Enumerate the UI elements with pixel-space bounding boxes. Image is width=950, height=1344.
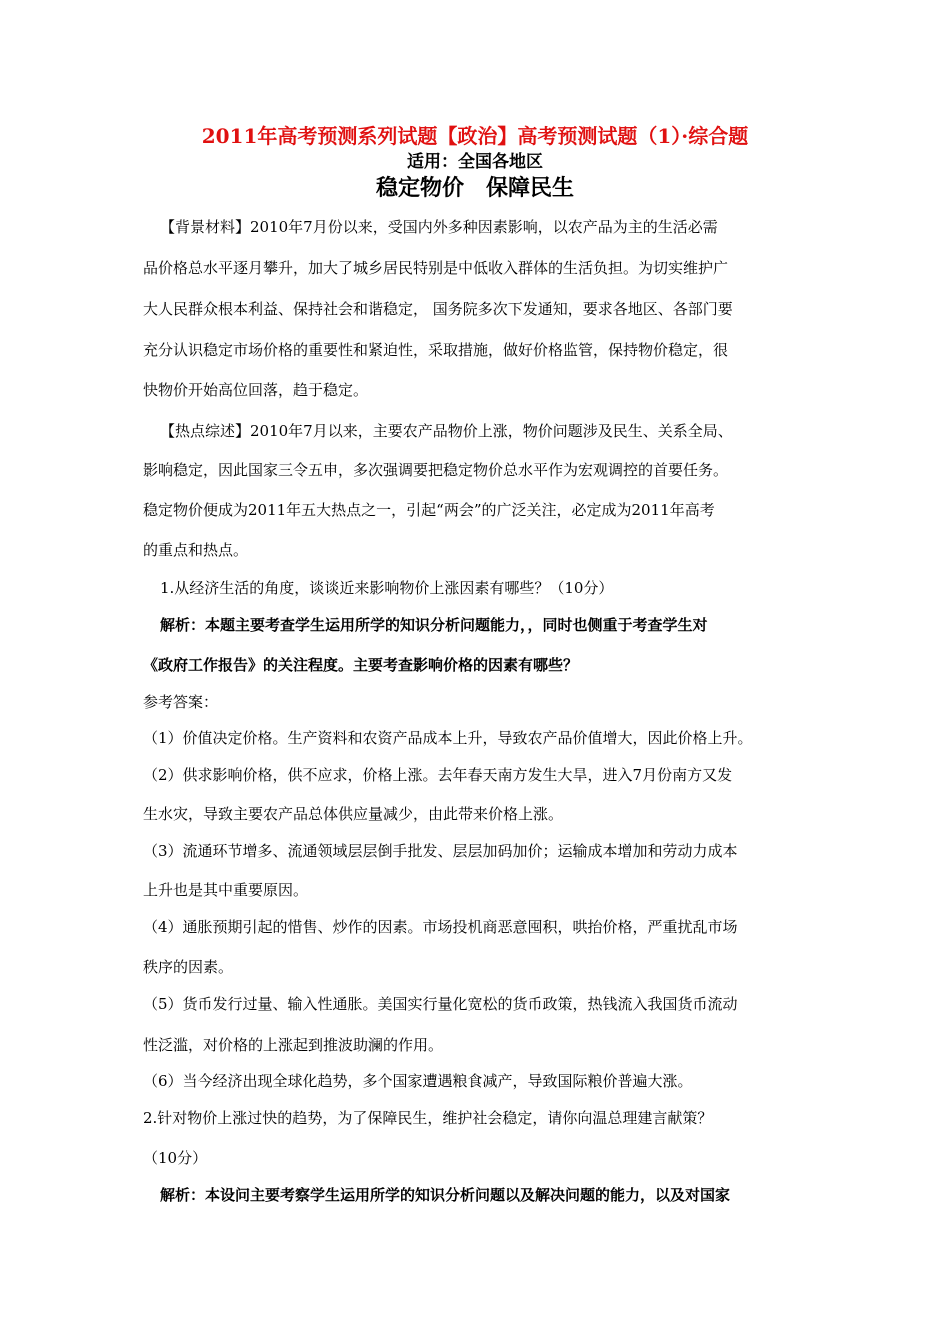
analysis-line: 《政府工作报告》的关注程度。主要考查影响价格的因素有哪些？	[143, 656, 579, 674]
answer-item: （3）流通环节增多、流通领域层层倒手批发、层层加码加价；运输成本增加和劳动力成本	[143, 842, 738, 860]
background-paragraph-line: 充分认识稳定市场价格的重要性和紧迫性，采取措施，做好价格监管，保持物价稳定，很	[143, 341, 729, 359]
question-2: 2.针对物价上涨过快的趋势，为了保障民生，维护社会稳定，请你向温总理建言献策？	[143, 1109, 713, 1127]
applicable-region: 适用：全国各地区	[407, 152, 543, 172]
overview-paragraph-line: 【热点综述】2010年7月以来，主要农产品物价上涨，物价问题涉及民生、关系全局、	[160, 422, 733, 440]
background-paragraph-line: 【背景材料】2010年7月份以来，受国内外多种因素影响，以农产品为主的生活必需	[160, 218, 718, 236]
background-paragraph-line: 快物价开始高位回落，趋于稳定。	[143, 381, 369, 399]
answer-item: 生水灾，导致主要农产品总体供应量减少，由此带来价格上涨。	[143, 805, 564, 823]
question-2-score: （10分）	[143, 1149, 208, 1167]
background-paragraph-line: 品价格总水平逐月攀升，加大了城乡居民特别是中低收入群体的生活负担。为切实维护广	[143, 259, 729, 277]
reference-answer-label: 参考答案：	[143, 693, 219, 711]
answer-item: 秩序的因素。	[143, 958, 234, 976]
answer-item: （4）通胀预期引起的惜售、炒作的因素。市场投机商恶意囤积，哄抬价格，严重扰乱市场	[143, 918, 738, 936]
overview-paragraph-line: 的重点和热点。	[143, 541, 249, 559]
analysis-line: 解析：本题主要考查学生运用所学的知识分析问题能力，，同时也侧重于考查学生对	[160, 616, 708, 634]
topic-heading: 稳定物价 保障民生	[375, 175, 574, 201]
answer-item: （2）供求影响价格，供不应求，价格上涨。去年春天南方发生大旱，进入7月份南方又发	[143, 766, 733, 784]
document-title: 2011年高考预测系列试题【政治】高考预测试题（1）·综合题	[201, 124, 749, 148]
analysis-line: 解析：本设问主要考察学生运用所学的知识分析问题以及解决问题的能力，以及对国家	[160, 1186, 731, 1204]
overview-paragraph-line: 稳定物价便成为2011年五大热点之一，引起“两会”的广泛关注，必定成为2011年高考	[143, 501, 715, 519]
question-1: 1.从经济生活的角度，谈谈近来影响物价上涨因素有哪些？（10分）	[160, 579, 614, 597]
answer-item: 上升也是其中重要原因。	[143, 881, 309, 899]
overview-paragraph-line: 影响稳定，因此国家三令五申，多次强调要把稳定物价总水平作为宏观调控的首要任务。	[143, 461, 729, 479]
background-paragraph-line: 大人民群众根本利益、保持社会和谐稳定， 国务院多次下发通知，要求各地区、各部门要	[143, 300, 733, 318]
answer-item: 性泛滥，对价格的上涨起到推波助澜的作用。	[143, 1036, 444, 1054]
answer-item: （5）货币发行过量、输入性通胀。美国实行量化宽松的货币政策，热钱流入我国货币流动	[143, 995, 738, 1013]
answer-item: （6）当今经济出现全球化趋势，多个国家遭遇粮食减产，导致国际粮价普遍大涨。	[143, 1072, 693, 1090]
answer-item: （1）价值决定价格。生产资料和农资产品成本上升，导致农产品价值增大，因此价格上升。	[143, 729, 753, 747]
